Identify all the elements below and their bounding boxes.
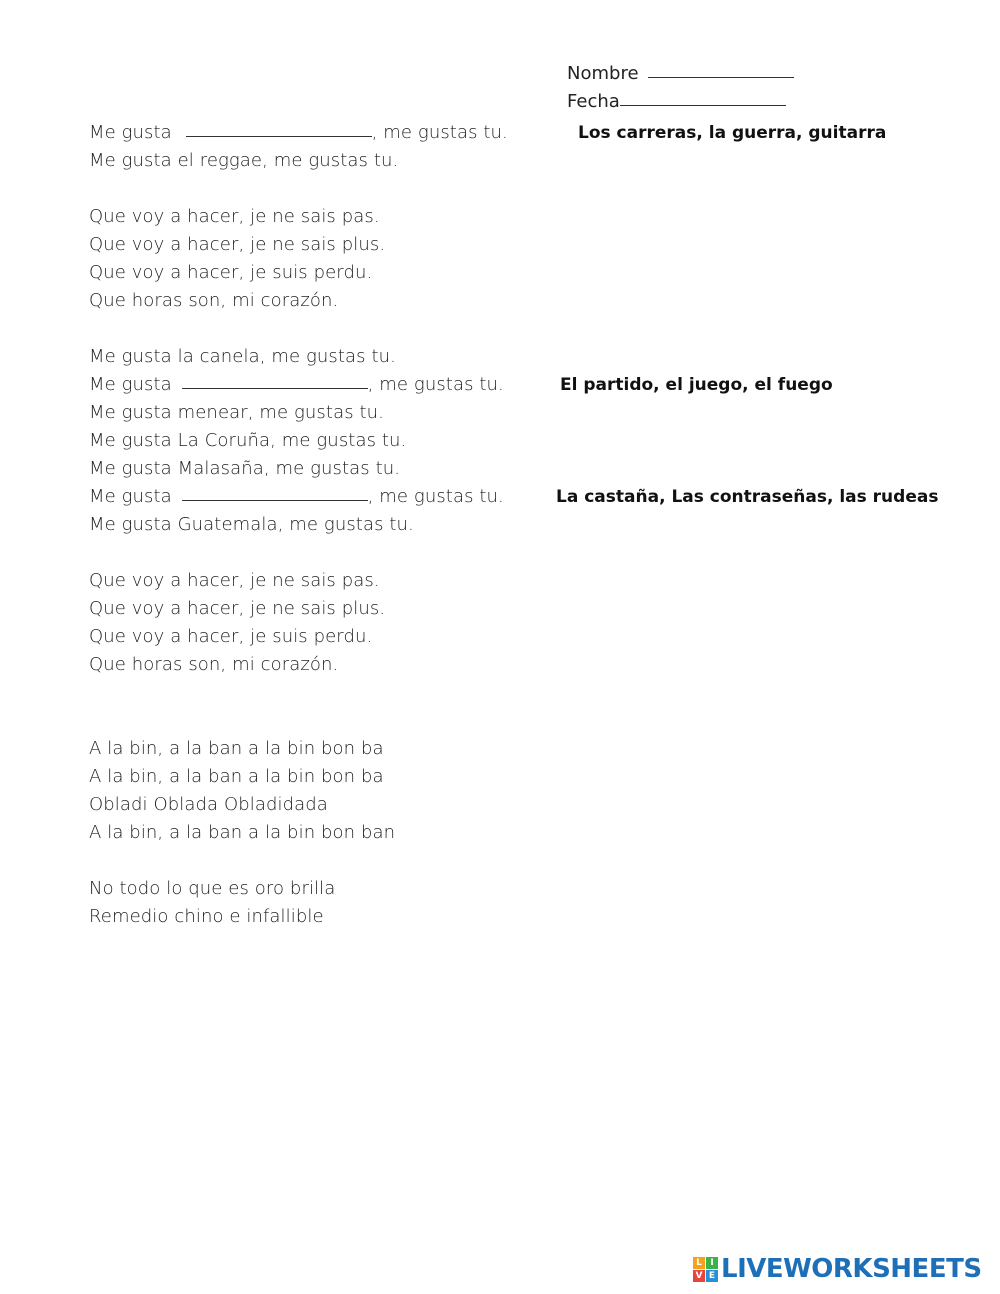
lyric-line: Que voy a hacer, je ne sais pas. bbox=[89, 570, 380, 591]
word-options-1: Los carreras, la guerra, guitarra bbox=[578, 123, 887, 143]
logo-mark-letter: I bbox=[706, 1257, 718, 1269]
answer-blank-3[interactable] bbox=[182, 499, 368, 501]
lyric-line: Obladi Oblada Obladidada bbox=[89, 794, 328, 815]
lyric-line: Me gusta Malasaña, me gustas tu. bbox=[89, 458, 401, 479]
logo-mark-letter: E bbox=[706, 1270, 718, 1282]
logo-mark-letter: V bbox=[693, 1270, 705, 1282]
lyric-text: , me gustas tu. bbox=[367, 374, 504, 395]
word-options-2: El partido, el juego, el fuego bbox=[560, 375, 833, 395]
lyric-line: A la bin, a la ban a la bin bon ba bbox=[89, 738, 384, 759]
date-field-row bbox=[567, 91, 786, 113]
logo-mark-letter: L bbox=[693, 1257, 705, 1269]
name-input-line[interactable] bbox=[648, 76, 794, 78]
lyric-text: , me gustas tu. bbox=[371, 122, 508, 143]
name-label: Nombre bbox=[567, 63, 639, 84]
lyric-line: Me gusta menear, me gustas tu. bbox=[89, 402, 384, 423]
lyric-line: Me gusta el reggae, me gustas tu. bbox=[89, 150, 399, 171]
lyric-line: Me gusta La Coruña, me gustas tu. bbox=[89, 430, 407, 451]
lyric-line-blank-2 bbox=[89, 374, 504, 396]
lyric-line: Que voy a hacer, je ne sais pas. bbox=[89, 206, 380, 227]
lyric-text: , me gustas tu. bbox=[367, 486, 504, 507]
lyric-line: A la bin, a la ban a la bin bon ba bbox=[89, 766, 384, 787]
date-input-line[interactable] bbox=[620, 104, 786, 106]
lyric-line: Que voy a hacer, je suis perdu. bbox=[89, 626, 373, 647]
lyric-line: No todo lo que es oro brilla bbox=[89, 878, 336, 899]
lyric-line: Me gusta Guatemala, me gustas tu. bbox=[89, 514, 414, 535]
logo-mark-icon bbox=[693, 1257, 718, 1282]
lyric-line: Remedio chino e infallible bbox=[89, 906, 324, 927]
lyric-line: Me gusta la canela, me gustas tu. bbox=[89, 346, 396, 367]
lyric-text: Me gusta bbox=[89, 122, 172, 143]
date-label: Fecha bbox=[567, 91, 620, 112]
liveworksheets-logo bbox=[693, 1255, 982, 1283]
lyric-line: Que voy a hacer, je suis perdu. bbox=[89, 262, 373, 283]
name-field-row bbox=[567, 63, 794, 85]
lyric-line-blank-1 bbox=[89, 122, 508, 144]
lyric-line-blank-3 bbox=[89, 486, 504, 508]
lyric-line: Que horas son, mi corazón. bbox=[89, 654, 339, 675]
answer-blank-1[interactable] bbox=[186, 135, 372, 137]
word-options-3: La castaña, Las contraseñas, las rudeas bbox=[556, 487, 939, 507]
lyric-text: Me gusta bbox=[89, 374, 172, 395]
logo-text: LIVEWORKSHEETS bbox=[721, 1254, 982, 1284]
lyric-line: Que voy a hacer, je ne sais plus. bbox=[89, 598, 386, 619]
lyric-line: A la bin, a la ban a la bin bon ban bbox=[89, 822, 396, 843]
lyric-line: Que voy a hacer, je ne sais plus. bbox=[89, 234, 386, 255]
lyric-line: Que horas son, mi corazón. bbox=[89, 290, 339, 311]
answer-blank-2[interactable] bbox=[182, 387, 368, 389]
lyric-text: Me gusta bbox=[89, 486, 172, 507]
